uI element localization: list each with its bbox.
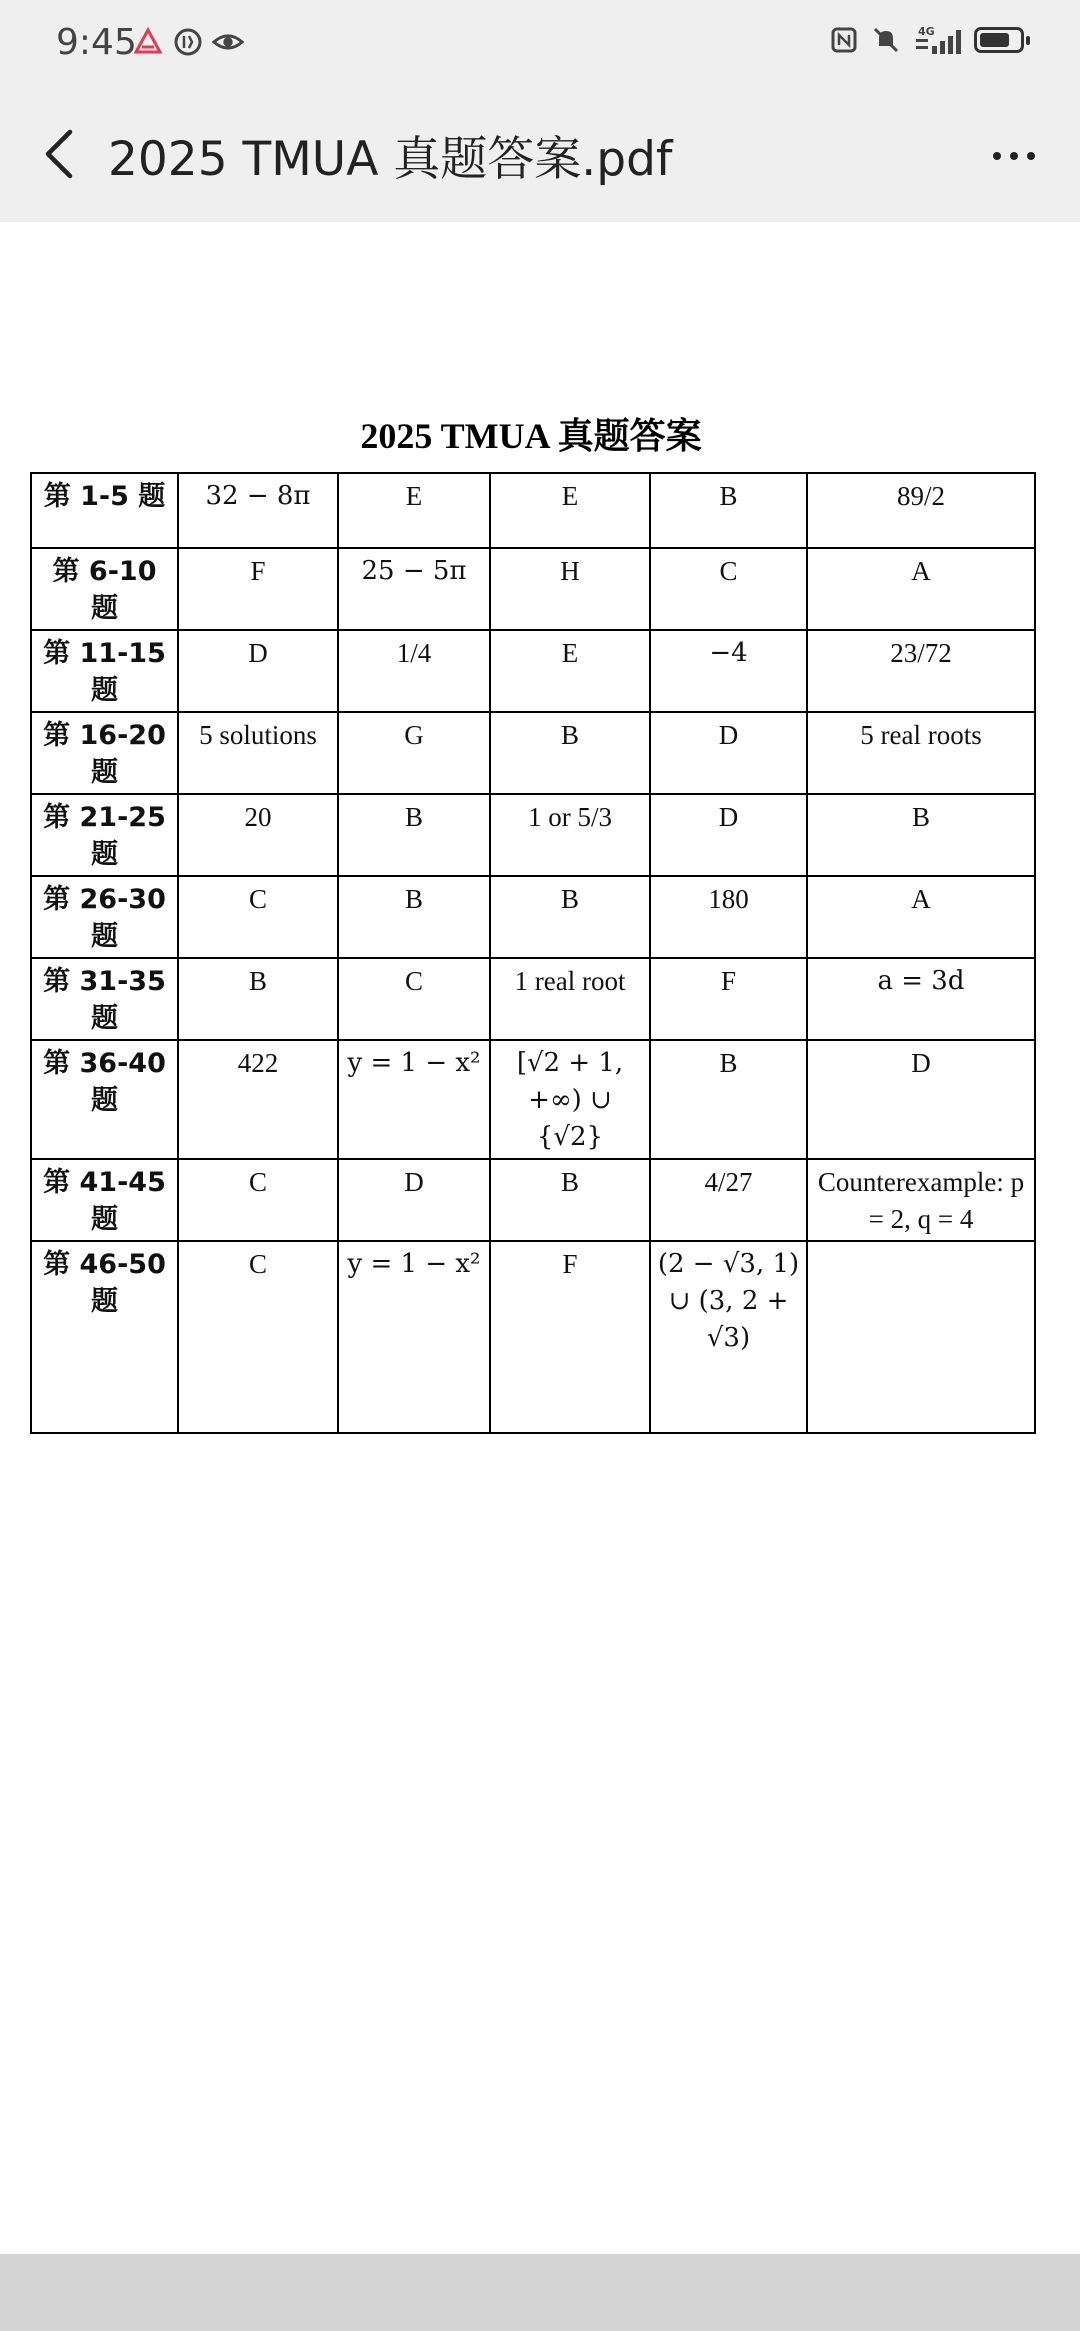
- answer-cell: 1 real root: [490, 958, 650, 1040]
- answer-cell: A: [807, 548, 1035, 630]
- row-label: 第 1-5 题: [31, 473, 178, 548]
- table-row: [31, 630, 1035, 712]
- answer-cell: G: [338, 712, 490, 794]
- table-row: [31, 1241, 1035, 1433]
- document-title: 2025 TMUA 真题答案.pdf: [108, 132, 673, 187]
- answer-cell: D: [178, 630, 338, 712]
- answer-cell: 4/27: [650, 1159, 807, 1241]
- answer-cell: y = 1 − x²: [338, 1040, 490, 1159]
- table-row: [31, 876, 1035, 958]
- status-time: 9:45: [56, 22, 137, 63]
- battery-fill: [980, 33, 1009, 47]
- status-bar: [0, 0, 1080, 88]
- app-notification-icon: [132, 26, 164, 58]
- table-row: [31, 1040, 1035, 1159]
- answer-cell: Counterexample: p = 2, q = 4: [807, 1159, 1035, 1241]
- answer-cell: 5 solutions: [178, 712, 338, 794]
- answer-cell: D: [650, 712, 807, 794]
- answer-cell: B: [178, 958, 338, 1040]
- chevron-left-icon: [40, 128, 80, 180]
- row-label: 第 11-15 题: [31, 630, 178, 712]
- table-row: [31, 473, 1035, 548]
- answer-cell: 20: [178, 794, 338, 876]
- more-options-button[interactable]: [974, 134, 1054, 178]
- row-label: 第 41-45 题: [31, 1159, 178, 1241]
- answer-cell: D: [650, 794, 807, 876]
- row-label: 第 16-20 题: [31, 712, 178, 794]
- answers-table: [30, 472, 1036, 1434]
- answer-cell: A: [807, 876, 1035, 958]
- answer-cell: 422: [178, 1040, 338, 1159]
- answer-cell: a = 3d: [807, 958, 1035, 1040]
- answer-cell: C: [650, 548, 807, 630]
- answer-cell: C: [178, 1241, 338, 1433]
- hd-icon: [172, 26, 204, 58]
- answer-cell: B: [338, 876, 490, 958]
- answer-cell: −4: [650, 630, 807, 712]
- pdf-heading: 2025 TMUA 真题答案: [360, 416, 702, 456]
- row-label: 第 6-10 题: [31, 548, 178, 630]
- answer-cell: (2 − √3, 1) ∪ (3, 2 + √3): [650, 1241, 807, 1433]
- answer-cell: E: [338, 473, 490, 548]
- pdf-page[interactable]: [0, 222, 1080, 2254]
- answer-cell: D: [807, 1040, 1035, 1159]
- answer-cell: [√2 + 1, +∞) ∪ {√2}: [490, 1040, 650, 1159]
- row-label: 第 46-50 题: [31, 1241, 178, 1433]
- answer-cell: C: [178, 1159, 338, 1241]
- answer-cell: 1 or 5/3: [490, 794, 650, 876]
- answer-cell: B: [490, 712, 650, 794]
- row-label: 第 26-30 题: [31, 876, 178, 958]
- answer-cell: 89/2: [807, 473, 1035, 548]
- answer-cell: 1/4: [338, 630, 490, 712]
- battery-icon: [974, 27, 1024, 53]
- answer-cell: B: [650, 473, 807, 548]
- answer-cell: 5 real roots: [807, 712, 1035, 794]
- answer-cell: B: [807, 794, 1035, 876]
- answer-cell: C: [178, 876, 338, 958]
- answer-cell: D: [338, 1159, 490, 1241]
- mute-icon: [870, 24, 902, 56]
- row-label: 第 21-25 题: [31, 794, 178, 876]
- answer-cell: F: [650, 958, 807, 1040]
- bottom-bar: [0, 2254, 1080, 2331]
- signal-icon: [912, 24, 964, 56]
- row-label: 第 36-40 题: [31, 1040, 178, 1159]
- table-row: [31, 712, 1035, 794]
- answer-cell: y = 1 − x²: [338, 1241, 490, 1433]
- app-bar: [0, 88, 1080, 222]
- answer-cell: E: [490, 473, 650, 548]
- table-row: [31, 794, 1035, 876]
- table-row: [31, 958, 1035, 1040]
- answer-cell: E: [490, 630, 650, 712]
- row-label: 第 31-35 题: [31, 958, 178, 1040]
- answer-cell: 25 − 5π: [338, 548, 490, 630]
- network-label: 4G: [918, 25, 935, 38]
- back-button[interactable]: [28, 122, 92, 186]
- answer-cell: B: [490, 1159, 650, 1241]
- table-row: [31, 548, 1035, 630]
- more-dots-icon: [993, 152, 1001, 160]
- answer-cell: C: [338, 958, 490, 1040]
- answer-cell: 32 − 8π: [178, 473, 338, 548]
- answer-cell: 180: [650, 876, 807, 958]
- table-row: [31, 1159, 1035, 1241]
- eye-icon: [212, 26, 244, 58]
- answer-cell: B: [490, 876, 650, 958]
- answer-cell: F: [490, 1241, 650, 1433]
- answer-cell: H: [490, 548, 650, 630]
- answer-cell: B: [338, 794, 490, 876]
- nfc-icon: [828, 24, 860, 56]
- answer-cell: B: [650, 1040, 807, 1159]
- answer-cell: F: [178, 548, 338, 630]
- answer-cell: [807, 1241, 1035, 1433]
- answer-cell: 23/72: [807, 630, 1035, 712]
